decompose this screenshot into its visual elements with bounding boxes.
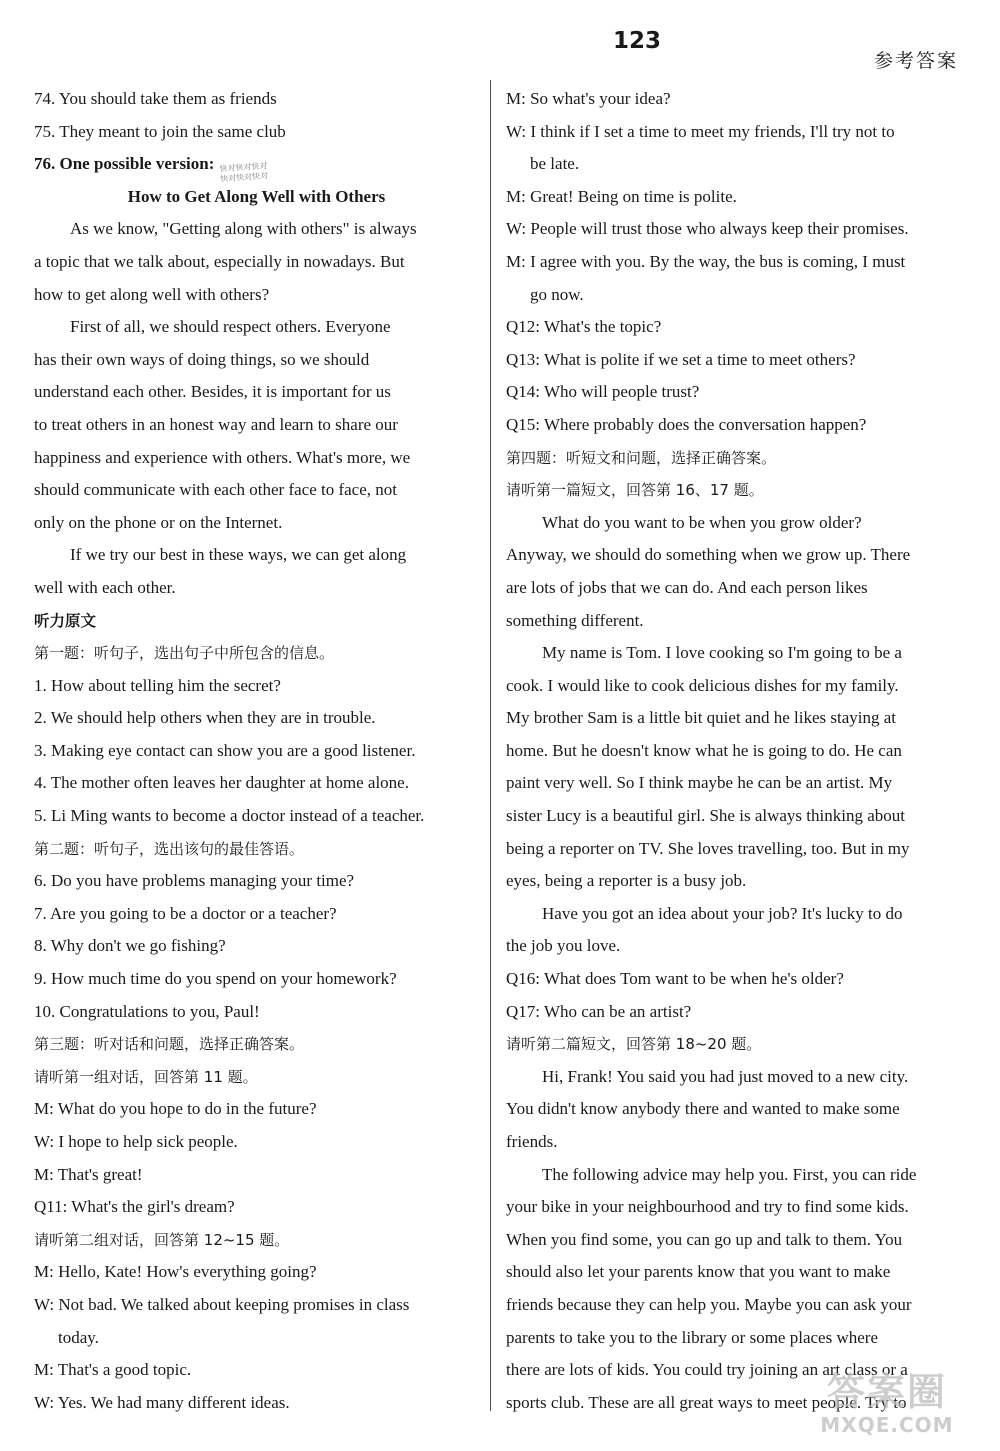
- dialogue-line: M: So what's your idea?: [506, 89, 671, 108]
- passage-line: sports club. These are all great ways to meet people. Try to: [506, 1392, 907, 1412]
- part2-item: 6. Do you have problems managing your time?: [34, 871, 355, 891]
- passage-line: My name is Tom. I love cooking so I'm going to be a: [542, 643, 902, 663]
- question-line: Q17: Who can be an artist?: [506, 1001, 692, 1021]
- essay-line: to treat others in an honest way and learn to share our: [34, 414, 398, 434]
- essay-line: only on the phone or on the Internet.: [34, 512, 283, 532]
- dialogue-line: M: That's a good topic.: [34, 1360, 192, 1380]
- essay-line: understand each other. Besides, it is important for us: [34, 382, 391, 402]
- column-divider: [490, 80, 491, 1411]
- answer-line: 74. You should take them as friends: [34, 89, 277, 108]
- passage-line: friends because they can help you. Maybe you can ask your: [506, 1294, 912, 1314]
- dialogue-line: M: What do you hope to do in the future?: [34, 1099, 317, 1119]
- stamp-line: 快对快对快对: [219, 161, 268, 174]
- passage-line: should also let your parents know that you want to make: [506, 1262, 891, 1282]
- passage-line: What do you want to be when you grow older?: [542, 512, 862, 532]
- question-line: Q13: What is polite if we set a time to meet others?: [506, 349, 856, 369]
- dialogue-line: W: People will trust those who always keep their promises.: [506, 219, 909, 239]
- passage-line: The following advice may help you. First, you can ride: [542, 1164, 917, 1184]
- dialogue-line: W: Yes. We had many different ideas.: [34, 1392, 290, 1412]
- passage1-instruction: 请听第一篇短文，回答第 16、17 题。: [506, 481, 764, 500]
- passage-line: You didn't know anybody there and wanted to make some: [506, 1099, 900, 1119]
- passage-line: Have you got an idea about your job? It's lucky to do: [542, 903, 903, 923]
- passage2-instruction: 请听第二篇短文，回答第 18~20 题。: [506, 1035, 762, 1054]
- passage-line: something different.: [506, 610, 644, 630]
- part4-title: 第四题：听短文和问题，选择正确答案。: [506, 448, 777, 467]
- question-line: Q15: Where probably does the conversation happen?: [506, 414, 867, 434]
- passage-line: the job you love.: [506, 936, 621, 956]
- essay-line: First of all, we should respect others. Everyone: [70, 317, 391, 337]
- part1-title: 第一题：听句子，选出句子中所包含的信息。: [34, 644, 335, 663]
- passage-line: paint very well. So I think maybe he can be an artist. My: [506, 773, 893, 793]
- passage-line: your bike in your neighbourhood and try to find some kids.: [506, 1197, 909, 1217]
- watermark-logo-text: 答案圈: [826, 1370, 947, 1414]
- passage-line: home. But he doesn't know what he is going to do. He can: [506, 740, 902, 760]
- passage-line: parents to take you to the library or some places where: [506, 1327, 878, 1347]
- watermark-url: MXQE.COM: [820, 1413, 954, 1437]
- passage-line: friends.: [506, 1132, 558, 1151]
- passage-line: When you find some, you can go up and talk to them. You: [506, 1229, 903, 1249]
- essay-line: well with each other.: [34, 577, 176, 597]
- header-title: 参考答案: [873, 50, 958, 72]
- passage-line: My brother Sam is a little bit quiet and he likes staying at: [506, 708, 896, 728]
- question-line: Q12: What's the topic?: [506, 317, 662, 337]
- essay-line: how to get along well with others?: [34, 284, 270, 304]
- dialogue2-instruction: 请听第二组对话，回答第 12~15 题。: [34, 1230, 290, 1249]
- question-line: Q14: Who will people trust?: [506, 382, 700, 402]
- dialogue-line: M: Hello, Kate! How's everything going?: [34, 1262, 317, 1282]
- essay-line: If we try our best in these ways, we can get along: [70, 545, 407, 565]
- essay-label-number: 76.: [34, 154, 56, 174]
- passage-line: eyes, being a reporter is a busy job.: [506, 871, 747, 891]
- dialogue-line: be late.: [530, 154, 580, 174]
- part2-item: 9. How much time do you spend on your homework?: [34, 969, 397, 989]
- watermark-logo: [812, 1371, 962, 1437]
- part1-item: 2. We should help others when they are in trouble.: [34, 708, 376, 728]
- part2-item: 10. Congratulations to you, Paul!: [34, 1001, 260, 1021]
- left-column: [34, 83, 479, 1419]
- part2-item: 8. Why don't we go fishing?: [34, 936, 226, 956]
- dialogue1-instruction: 请听第一组对话，回答第 11 题。: [34, 1067, 258, 1086]
- question-line: Q11: What's the girl's dream?: [34, 1197, 235, 1217]
- part1-item: 3. Making eye contact can show you are a good listener.: [34, 740, 416, 760]
- essay-label-text: One possible version:: [59, 154, 215, 174]
- passage-line: sister Lucy is a beautiful girl. She is always thinking about: [506, 806, 905, 826]
- part1-item: 4. The mother often leaves her daughter at home alone.: [34, 773, 409, 793]
- passage-line: Anyway, we should do something when we grow up. There: [506, 545, 911, 565]
- passage-line: cook. I would like to cook delicious dishes for my family.: [506, 675, 899, 695]
- right-column: [506, 83, 961, 1419]
- passage-line: are lots of jobs that we can do. And each person likes: [506, 577, 868, 597]
- part1-item: 5. Li Ming wants to become a doctor instead of a teacher.: [34, 806, 425, 826]
- passage-line: there are lots of kids. You could try joining an art class or a: [506, 1360, 908, 1380]
- dialogue-line: go now.: [530, 284, 584, 304]
- dialogue-line: M: I agree with you. By the way, the bus is coming, I must: [506, 251, 906, 271]
- part3-title: 第三题：听对话和问题，选择正确答案。: [34, 1035, 305, 1054]
- essay-line: a topic that we talk about, especially in nowadays. But: [34, 251, 405, 271]
- essay-line: As we know, "Getting along with others" is always: [70, 219, 417, 239]
- passage-line: Hi, Frank! You said you had just moved to a new city.: [542, 1066, 909, 1086]
- essay-title: How to Get Along Well with Others: [127, 186, 386, 206]
- dialogue-line: today.: [58, 1327, 99, 1347]
- stamp-line: 快对快对快对: [219, 171, 269, 184]
- passage-line: being a reporter on TV. She loves travelling, too. But in my: [506, 838, 910, 858]
- dialogue-line: W: I hope to help sick people.: [34, 1132, 238, 1151]
- question-line: Q16: What does Tom want to be when he's older?: [506, 969, 844, 989]
- dialogue-line: W: Not bad. We talked about keeping promises in class: [34, 1294, 410, 1314]
- listening-heading: 听力原文: [34, 611, 97, 630]
- part1-item: 1. How about telling him the secret?: [34, 675, 281, 695]
- dialogue-line: M: Great! Being on time is polite.: [506, 186, 737, 206]
- answer-line: 75. They meant to join the same club: [34, 121, 286, 141]
- essay-line: should communicate with each other face to face, not: [34, 480, 397, 500]
- essay-label: [34, 148, 479, 181]
- part2-title: 第二题：听句子，选出该句的最佳答语。: [34, 839, 305, 858]
- essay-line: has their own ways of doing things, so we should: [34, 349, 370, 369]
- essay-line: happiness and experience with others. What's more, we: [34, 447, 411, 467]
- dialogue-line: M: That's great!: [34, 1164, 143, 1184]
- part2-item: 7. Are you going to be a doctor or a teacher?: [34, 903, 337, 923]
- dialogue-line: W: I think if I set a time to meet my friends, I'll try not to: [506, 121, 895, 141]
- page-number: 123: [612, 28, 661, 54]
